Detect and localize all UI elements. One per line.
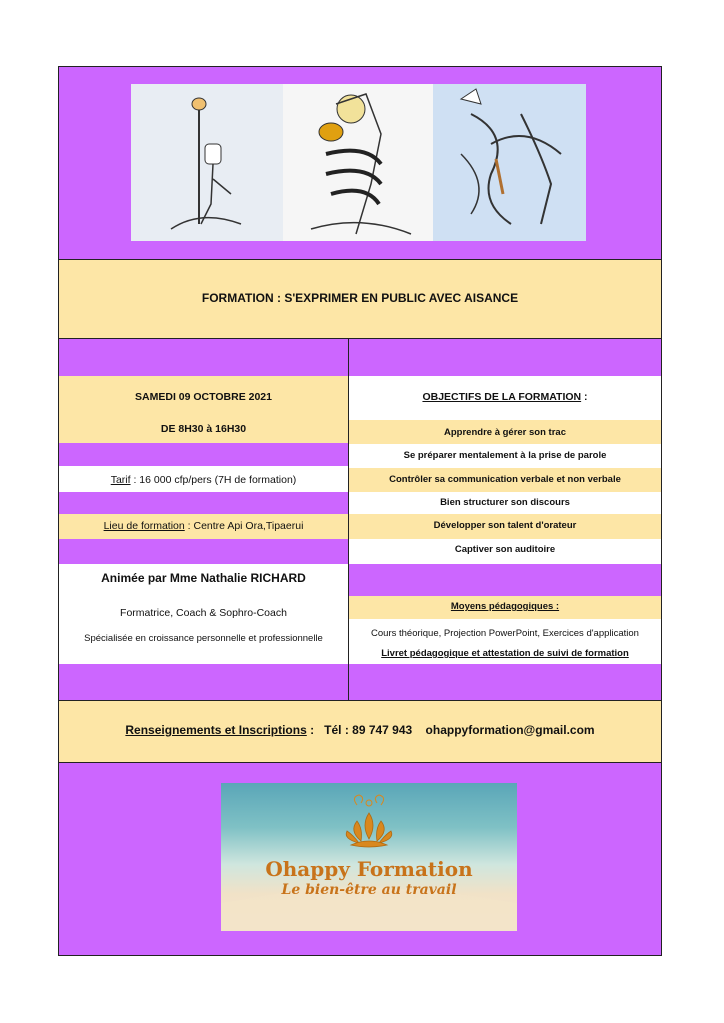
page-title: FORMATION : S'EXPRIMER EN PUBLIC AVEC AISANCE bbox=[201, 291, 519, 305]
right-spacer-bottom bbox=[349, 664, 661, 700]
event-hours: DE 8H30 à 16H30 bbox=[160, 423, 247, 435]
lieu-line bbox=[59, 520, 348, 532]
objectives-suffix: : bbox=[581, 391, 588, 403]
tarif-line bbox=[59, 474, 348, 486]
left-spacer-4 bbox=[59, 539, 348, 564]
objective-item: Contrôler sa communication verbale et non verbale bbox=[389, 474, 621, 485]
left-spacer-3 bbox=[59, 492, 348, 514]
tarif-label: Tarif bbox=[110, 474, 131, 486]
left-spacer-bottom bbox=[59, 664, 348, 700]
right-spacer-top bbox=[349, 339, 661, 376]
ohappy-logo bbox=[221, 783, 517, 931]
means-title: Moyens pédagogiques : bbox=[450, 601, 560, 612]
objective-item: Apprendre à gérer son trac bbox=[444, 427, 566, 438]
means-item: Livret pédagogique et attestation de suivi de formation bbox=[381, 648, 629, 659]
contact-line bbox=[59, 723, 661, 737]
contact-phone: Tél : 89 747 943 bbox=[324, 723, 413, 737]
lieu-value: : Centre Api Ora,Tipaerui bbox=[184, 520, 304, 532]
event-date: SAMEDI 09 OCTOBRE 2021 bbox=[135, 391, 272, 403]
objective-item: Développer son talent d'orateur bbox=[433, 520, 577, 531]
animator-speciality: Spécialisée en croissance personnelle et professionnelle bbox=[84, 633, 323, 644]
lieu-label: Lieu de formation bbox=[103, 520, 185, 532]
logo-tagline: Le bien-être au travail bbox=[281, 882, 457, 898]
objective-item: Bien structurer son discours bbox=[440, 497, 570, 508]
illustration bbox=[131, 84, 586, 241]
animator-name: Animée par Mme Nathalie RICHARD bbox=[101, 571, 306, 585]
left-spacer-top bbox=[59, 339, 348, 376]
objective-item: Se préparer mentalement à la prise de parole bbox=[403, 450, 607, 461]
animator-role: Formatrice, Coach & Sophro-Coach bbox=[120, 607, 287, 619]
contact-label: Renseignements et Inscriptions bbox=[125, 723, 307, 737]
tarif-value: : 16 000 cfp/pers (7H de formation) bbox=[130, 474, 297, 486]
contact-sep: : bbox=[306, 723, 315, 737]
logo-name: Ohappy Formation bbox=[265, 857, 473, 881]
contact-email[interactable]: ohappyformation@gmail.com bbox=[425, 723, 595, 737]
objectives-title-line bbox=[349, 391, 661, 403]
objective-item: Captiver son auditoire bbox=[454, 544, 556, 555]
left-spacer-2 bbox=[59, 443, 348, 466]
means-item: Cours théorique, Projection PowerPoint, Exercices d'application bbox=[371, 628, 639, 639]
objectives-title: OBJECTIFS DE LA FORMATION bbox=[422, 391, 582, 403]
right-spacer-mid bbox=[349, 564, 661, 596]
speaker-cartoon bbox=[131, 84, 586, 241]
